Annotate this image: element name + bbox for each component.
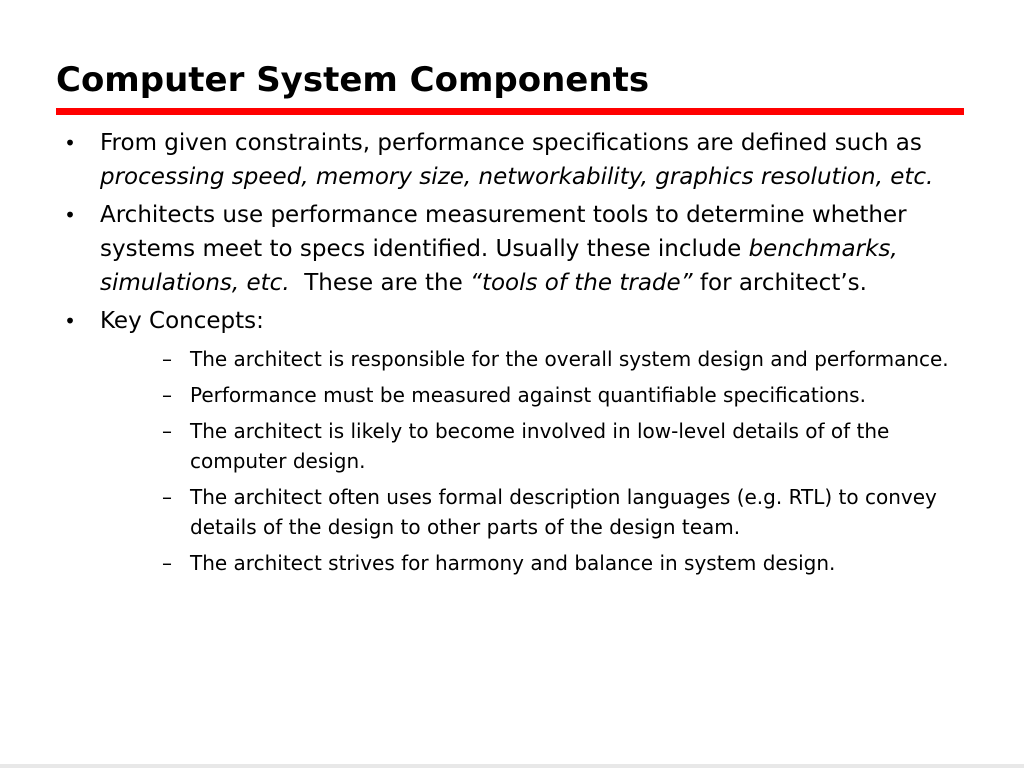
sub-item-text: The architect is responsible for the overall system design and performance. <box>190 347 949 371</box>
title-underline <box>56 108 964 115</box>
bottom-divider <box>0 764 1024 768</box>
sub-item-text: The architect often uses formal description languages (e.g. RTL) to convey details of the design to other parts of the design team. <box>190 485 937 539</box>
bullet-text-end: for architect’s. <box>692 270 867 296</box>
sub-item-text: The architect is likely to become involved in low-level details of of the computer design. <box>190 419 890 473</box>
dash-marker: – <box>162 485 172 509</box>
slide-content <box>60 126 960 584</box>
dash-marker: – <box>162 347 172 371</box>
bullet-item-key-concepts <box>60 304 960 578</box>
dash-marker: – <box>162 383 172 407</box>
bullet-marker: • <box>64 203 76 227</box>
bullet-italic-quote: “tools of the trade” <box>470 270 693 296</box>
bullet-text: Key Concepts: <box>100 308 264 334</box>
sub-item <box>162 416 952 476</box>
bullet-marker: • <box>64 131 76 155</box>
bullet-text: From given constraints, performance specifications are defined such as <box>100 130 922 156</box>
bullet-text: Architects use performance measurement tools to determine whether systems meet to specs identified. Usually these include <box>100 202 907 262</box>
bullet-marker: • <box>64 309 76 333</box>
dash-marker: – <box>162 419 172 443</box>
sub-item <box>162 344 952 374</box>
bullet-italic-text: processing speed, memory size, networkability, graphics resolution, etc. <box>100 164 934 190</box>
bullet-item-measurement-tools <box>60 198 960 300</box>
slide-title: Computer System Components <box>56 60 650 100</box>
sub-item-text: The architect strives for harmony and balance in system design. <box>190 551 836 575</box>
dash-marker: – <box>162 551 172 575</box>
sub-item-text: Performance must be measured against quantifiable specifications. <box>190 383 866 407</box>
sub-item <box>162 548 952 578</box>
bullet-item-specifications <box>60 126 960 194</box>
bullet-list <box>60 126 960 578</box>
bullet-italic-text: benchmarks, simulations, etc. <box>100 236 898 296</box>
key-concepts-list <box>162 344 952 578</box>
sub-item <box>162 380 952 410</box>
sub-item <box>162 482 952 542</box>
bullet-text-continued: These are the <box>289 270 471 296</box>
